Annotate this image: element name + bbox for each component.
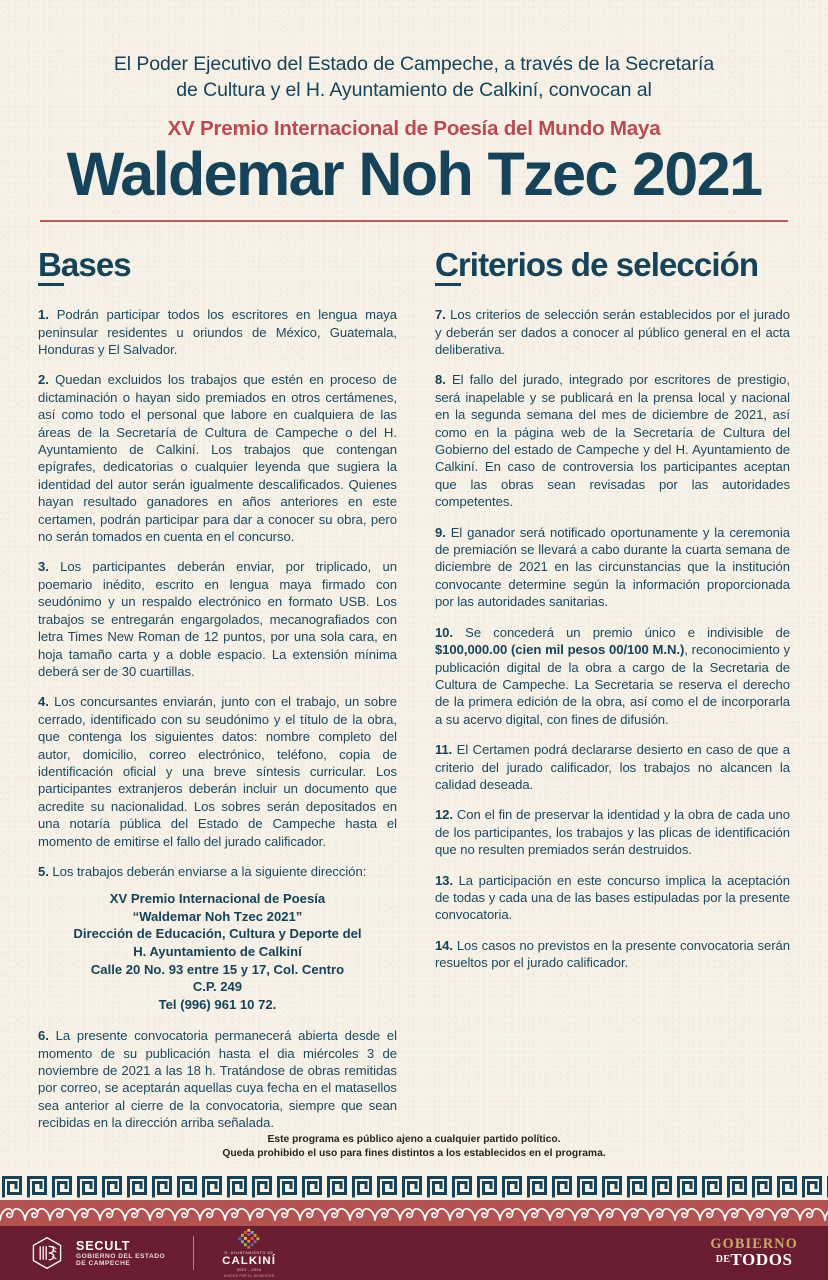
clause-number: 12. (434, 807, 453, 823)
clause-number: 3. (38, 559, 49, 575)
clause-text: El Certamen podrá declararse desierto en caso de que a criterio del jurado calificador, los trabajos no alcancen la calidad deseada. (434, 742, 790, 792)
clause-text: La presente convocatoria permanecerá abierta desde el momento de su publicación hasta el dia miércoles 3 de noviembre de 2021 a las 18 h. Tratándose de obras remitidas por correo, se aceptarán aquellas cuya fecha en el matasellos sea anterior al cierre de la convocatoria, siempre que sean recibidas en la dirección arriba señalada. (38, 1028, 397, 1131)
clause-text-cont: , reconocimiento y publicación digital de la obra a cargo de la Secretaria de Cultura de Campeche. La Secretaria se reserva el derecho de la primera edición de la obra, así como el de incorporarla a su acervo digital, con fines de difusión. (434, 642, 790, 727)
clause-number: 4. (38, 694, 49, 710)
clause-text: Se concederá un premio único e indivisible de (465, 624, 790, 640)
bases-items-after-address (38, 1027, 397, 1131)
bases-heading-underline (38, 283, 64, 287)
footer-logos (30, 1228, 276, 1278)
secult-logo-icon (30, 1236, 64, 1270)
greca-wave-border (0, 1200, 828, 1226)
calkini-term: 2021 - 2024 (236, 1268, 262, 1272)
greca-square-border (0, 1172, 828, 1200)
disclaimer-line-2: Queda prohibido el uso para fines distintos a los establecidos en el programa. (222, 1148, 606, 1160)
column-bases (38, 245, 403, 1132)
clause-item (435, 371, 790, 510)
clause-number: 9. (434, 524, 446, 540)
clause-number: 5. (38, 863, 49, 879)
page-title: Waldemar Noh Tzec 2021 (66, 140, 762, 209)
clause-text: La participación en este concurso implica la aceptación de todas y cada una de las bases estipuladas por la presente convocatoria. (434, 872, 790, 923)
prize-amount: $100,000.00 (cien mil pesos 00/100 M.N.) (434, 642, 685, 658)
calkini-slogan: UNIDOS POR EL BIENESTAR (223, 1274, 275, 1278)
calkini-logo-block (222, 1228, 276, 1278)
address-line: H. Ayuntamiento de Calkiní (133, 943, 302, 959)
clause-item (38, 371, 397, 545)
clause-item (38, 558, 397, 680)
address-line: “Waldemar Noh Tzec 2021” (132, 908, 303, 924)
clause-text: El fallo del jurado, integrado por escritores de prestigio, será inapelable y se publicará en la prensa local y nacional en la segunda semana del mes de diciembre de 2021, así como en la página web de la Secretaría de Cultura del Gobierno del estado de Campeche y del H. Ayuntamiento de Calkiní. En caso de controversia los participantes aceptan que las obras sean revisadas por las autoridades competentes. (434, 372, 790, 510)
address-line: Tel (996) 961 10 72. (158, 996, 277, 1012)
clause-item (435, 806, 790, 858)
clause-item (435, 306, 790, 358)
address-line: Calle 20 No. 93 entre 15 y 17, Col. Centro (90, 961, 345, 977)
clause-text: Los trabajos deberán enviarse a la siguiente dirección: (52, 863, 367, 879)
clause-item (38, 1027, 397, 1131)
clause-number: 10. (434, 624, 453, 640)
clause-text: El ganador será notificado oportunamente y la ceremonia de premiación se llevará a cabo durante la cuarta semana de diciembre de 2021 en las circunstancias que la institución convocante determine según la información proporcionada por las autoridades sanitarias. (434, 524, 790, 610)
clause-item (435, 872, 790, 924)
secult-wordmark (76, 1239, 165, 1268)
bases-items-list (38, 306, 397, 880)
clause-text: Los criterios de selección serán establecidos por el jurado y deberán ser dados a conocer al público general en el acta deliberativa. (434, 307, 790, 357)
gobierno-de: DE (715, 1254, 731, 1266)
clause-text: Los concursantes enviarán, junto con el trabajo, un sobre cerrado, identificado con su seudónimo y el título de la obra, que contenga los siguientes datos: nombre completo del autor, domicilio, correo electrónico, teléfono, copia de identificación oficial y una breve síntesis curricular. Los participantes extranjeros deberán incluir un documento que acredite su nacionalidad. Los sobres serán depositados en una notaría pública del Estado de Campeche hasta el momento de emitirse el fallo del jurado calificador. (38, 694, 397, 849)
clause-number: 2. (38, 372, 49, 388)
convoking-text (64, 52, 764, 103)
column-criterios (425, 245, 790, 972)
criterios-heading: Criterios de selección (434, 245, 759, 283)
clause-number: 6. (38, 1028, 49, 1044)
footer-divider (193, 1236, 194, 1270)
poster-header (0, 0, 828, 222)
clause-text: Los casos no previstos en la presente convocatoria serán resueltos por el jurado calificador. (434, 937, 790, 971)
clause-item (38, 693, 397, 850)
disclaimer-line-1: Este programa es público ajeno a cualquier partido político. (267, 1133, 561, 1145)
clause-number: 8. (434, 372, 446, 388)
address-line: Dirección de Educación, Cultura y Deporte del (73, 926, 362, 942)
clause-number: 13. (434, 872, 453, 888)
clause-item (38, 863, 397, 880)
bases-heading: Bases (38, 245, 131, 283)
clause-text: Con el fin de preservar la identidad y la obra de cada uno de los participantes, los trabajos y las plicas de identificación que no resulten premiados serán destruidos. (434, 807, 790, 858)
convoking-line-1: El Poder Ejecutivo del Estado de Campeche, a través de la Secretaría (113, 53, 715, 75)
calkini-mosaic-icon (236, 1228, 262, 1250)
address-line: C.P. 249 (192, 979, 243, 995)
address-line: XV Premio Internacional de Poesía (109, 891, 326, 907)
clause-number: 14. (434, 937, 453, 953)
criterios-items-list (435, 306, 790, 971)
content-columns (0, 222, 828, 1133)
clause-number: 7. (434, 307, 446, 323)
secult-name: SECULT (76, 1238, 131, 1253)
clause-text: Quedan excluidos los trabajos que estén en proceso de dictaminación o hayan sido premiados en otros certámenes, así como todo el personal que labore en cualquiera de las áreas de la Secretaría de Cultura de Campeche o del H. Ayuntamiento de Calkiní. Los trabajos que contengan epígrafes, dedicatorias o cualquier leyenda que sugiera la identidad del autor serán igualmente descalificados. Quienes hayan resultado ganadores en años anteriores en este certamen, podrán participar para dar a conocer su obra, pero no serán tomados en cuenta en el concurso. (38, 372, 397, 545)
clause-item (38, 306, 397, 358)
criterios-heading-underline (435, 283, 461, 287)
secult-sub-1: GOBIERNO DEL ESTADO (76, 1252, 166, 1260)
award-subtitle: XV Premio Internacional de Poesía del Mundo Maya (167, 117, 661, 141)
de-todos-line (710, 1251, 798, 1269)
submission-address (38, 890, 397, 1013)
gobierno-de-todos-logo (710, 1237, 798, 1269)
secult-sub-2: DE CAMPECHE (76, 1260, 131, 1268)
clause-text: Los participantes deberán enviar, por triplicado, un poemario inédito, escrito en lengua maya firmado con seudónimo y un respaldo electrónico en formato USB. Los trabajos se entregarán engargolados, mecanografiados con letra Times New Roman de 12 puntos, por una sola cara, en hoja tamaño carta y a doble espacio. La extensión mínima deberá ser de 30 cuartillas. (38, 559, 397, 679)
convoking-line-2: de Cultura y el H. Ayuntamiento de Calkiní, convocan al (176, 78, 652, 101)
clause-item (435, 624, 790, 728)
gobierno-todos: TODOS (730, 1250, 793, 1270)
clause-text: Podrán participar todos los escritores en lengua maya peninsular residentes u oriundos de México, Guatemala, Honduras y El Salvador. (38, 307, 397, 357)
clause-number: 11. (434, 742, 453, 758)
clause-item (435, 741, 790, 793)
legal-disclaimer (0, 1133, 828, 1172)
calkini-name: CALKINÍ (222, 1255, 277, 1267)
poster-footer (0, 1226, 828, 1280)
clause-item (435, 524, 790, 611)
clause-number: 1. (38, 307, 49, 323)
clause-item (435, 937, 790, 972)
gobierno-word: GOBIERNO (710, 1235, 798, 1252)
calkini-pre-text: H. AYUNTAMIENTO DE (224, 1251, 274, 1255)
